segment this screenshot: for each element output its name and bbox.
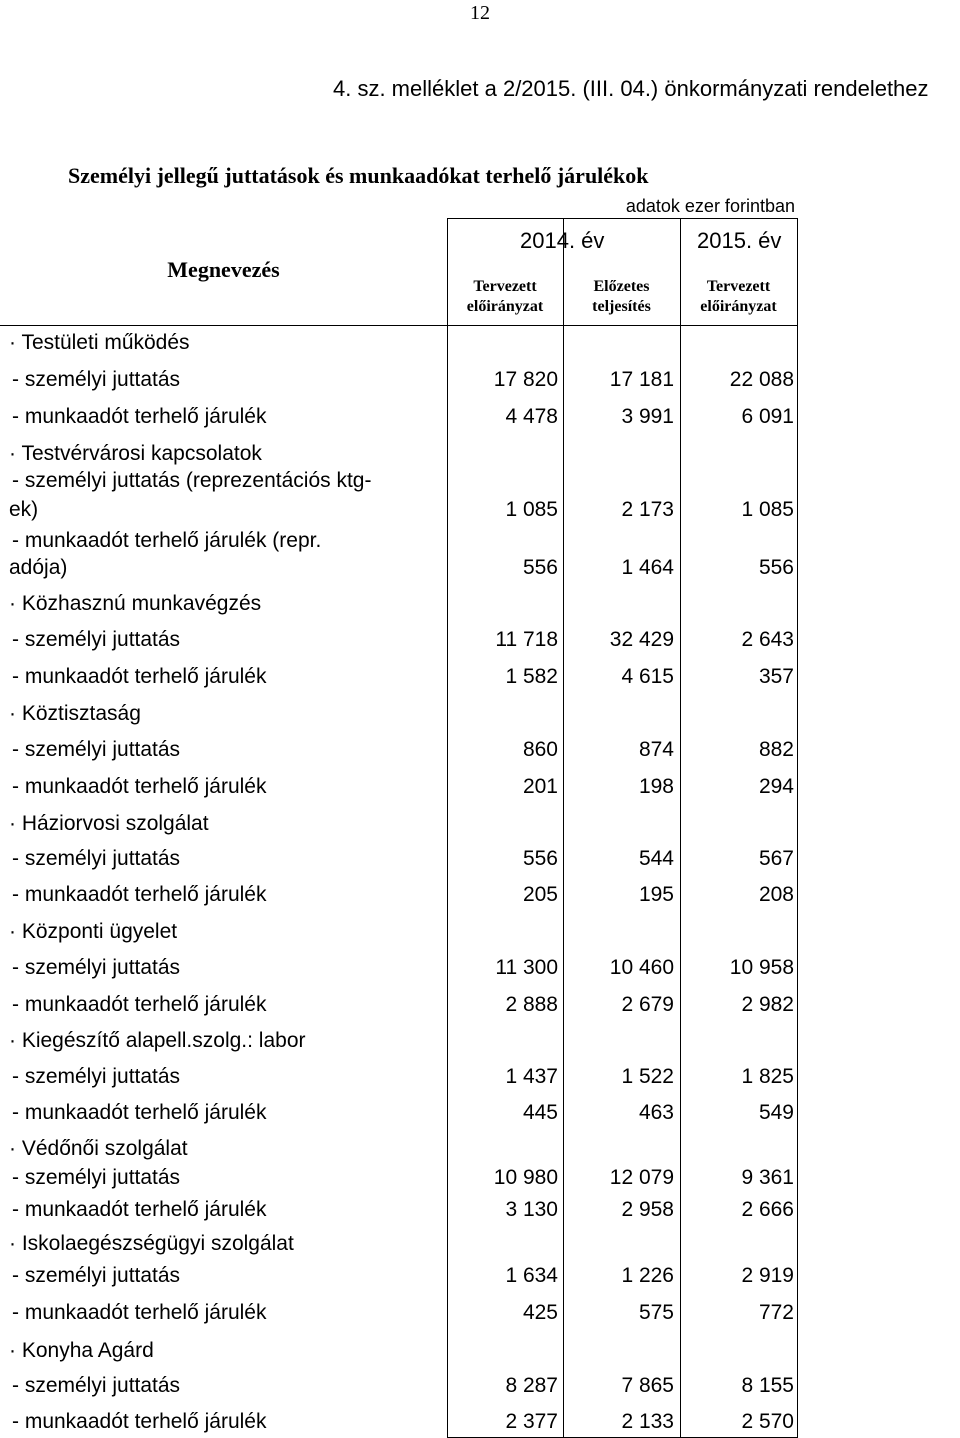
row-label: - munkaadót terhelő járulék — [12, 1301, 267, 1324]
table-cell-value: 6 091 — [741, 405, 794, 428]
row-label: - munkaadót terhelő járulék — [12, 1101, 267, 1124]
row-label: - munkaadót terhelő járulék — [12, 775, 267, 798]
table-cell-value: 2 679 — [621, 993, 674, 1016]
row-label: - munkaadót terhelő járulék — [12, 883, 267, 906]
group-title: · Testvérvárosi kapcsolatok — [9, 442, 262, 465]
group-title: · Közhasznú munkavégzés — [9, 592, 262, 615]
table-cell-value: 2 888 — [505, 993, 558, 1016]
row-label: - személyi juttatás — [12, 628, 181, 651]
table-cell-value: 198 — [638, 775, 674, 798]
year-2015-header: 2015. év — [697, 228, 782, 253]
table-cell-value: 2 570 — [741, 1410, 794, 1433]
table-cell-value: 205 — [522, 883, 558, 906]
group-title: · Iskolaegészségügyi szolgálat — [9, 1232, 294, 1255]
row-label: - személyi juttatás — [12, 1374, 181, 1397]
table-cell-value: 1 437 — [505, 1065, 558, 1088]
row-label: - személyi juttatás — [12, 1264, 181, 1287]
row-label: - személyi juttatás (reprezentációs ktg- — [12, 469, 372, 492]
group-title: · Védőnői szolgálat — [9, 1137, 188, 1160]
header-line: teljesítés — [592, 298, 651, 315]
table-cell-value: 2 173 — [621, 498, 674, 521]
row-label: - munkaadót terhelő járulék (repr. — [12, 529, 322, 552]
row-label: - munkaadót terhelő járulék — [12, 405, 267, 428]
row-label: - személyi juttatás — [12, 956, 181, 979]
table-cell-value: 556 — [758, 556, 794, 579]
table-cell-value: 2 958 — [621, 1198, 674, 1221]
group-title: · Kiegészítő alapell.szolg.: labor — [9, 1029, 306, 1052]
table-cell-value: 201 — [522, 775, 558, 798]
group-title: · Köztisztaság — [9, 702, 141, 725]
table-cell-value: 2 643 — [741, 628, 794, 651]
table-cell-value: 567 — [758, 847, 794, 870]
table-cell-value: 17 820 — [493, 368, 558, 391]
table-cell-value: 860 — [522, 738, 558, 761]
year-2014-header: 2014. év — [520, 228, 605, 253]
table-cell-value: 445 — [522, 1101, 558, 1124]
row-label: - munkaadót terhelő járulék — [12, 665, 267, 688]
table-cell-value: 2 919 — [741, 1264, 794, 1287]
group-title: · Háziorvosi szolgálat — [9, 812, 209, 835]
row-label: - munkaadót terhelő járulék — [12, 1198, 267, 1221]
table-cell-value: 1 085 — [741, 498, 794, 521]
table-cell-value: 10 460 — [609, 956, 674, 979]
table-cell-value: 11 718 — [495, 628, 558, 651]
table-cell-value: 9 361 — [741, 1166, 794, 1189]
table-cell-value: 357 — [758, 665, 794, 688]
table-cell-value: 2 377 — [505, 1410, 558, 1433]
group-title: · Testületi működés — [9, 331, 190, 354]
table-cell-value: 463 — [638, 1101, 674, 1124]
table-cell-value: 10 958 — [729, 956, 794, 979]
table-cell-value: 425 — [522, 1301, 558, 1324]
table-cell-value: 195 — [638, 883, 674, 906]
header-line: Tervezett — [473, 278, 537, 295]
table-cell-value: 1 825 — [741, 1065, 794, 1088]
page-number: 12 — [470, 2, 490, 24]
row-label: - munkaadót terhelő járulék — [12, 1410, 267, 1433]
table-cell-value: 8 287 — [505, 1374, 558, 1397]
table-cell-value: 1 226 — [621, 1264, 674, 1287]
table-cell-value: 882 — [758, 738, 794, 761]
row-label: - személyi juttatás — [12, 1065, 181, 1088]
table-cell-value: 575 — [638, 1301, 674, 1324]
table-cell-value: 544 — [638, 847, 674, 870]
group-title: · Központi ügyelet — [9, 920, 178, 943]
table-cell-value: 4 615 — [621, 665, 674, 688]
table-cell-value: 1 085 — [505, 498, 558, 521]
table-cell-value: 772 — [758, 1301, 794, 1324]
unit-note: adatok ezer forintban — [625, 196, 795, 216]
row-label: - személyi juttatás — [12, 738, 181, 761]
table-cell-value: 1 464 — [621, 556, 674, 579]
table-cell-value: 294 — [758, 775, 794, 798]
table-cell-value: 874 — [638, 738, 674, 761]
column-header-name: Megnevezés — [167, 257, 280, 282]
table-cell-value: 4 478 — [505, 405, 558, 428]
header-line: Tervezett — [706, 278, 771, 295]
row-label: - személyi juttatás — [12, 1166, 181, 1189]
header-line: Előzetes — [593, 278, 650, 295]
table-cell-value: 549 — [758, 1101, 794, 1124]
table-cell-value: 8 155 — [741, 1374, 794, 1397]
table-cell-value: 11 300 — [495, 956, 558, 979]
table-cell-value: 2 133 — [621, 1410, 674, 1433]
group-title: · Konyha Agárd — [9, 1339, 154, 1362]
table-cell-value: 1 582 — [505, 665, 558, 688]
row-label: - személyi juttatás — [12, 368, 181, 391]
table-cell-value: 2 666 — [741, 1198, 794, 1221]
table-cell-value: 2 982 — [741, 993, 794, 1016]
table-cell-value: 12 079 — [609, 1166, 674, 1189]
row-label: adója) — [9, 556, 68, 579]
header-line: előirányzat — [700, 298, 777, 315]
row-label: - munkaadót terhelő járulék — [12, 993, 267, 1016]
table-cell-value: 17 181 — [609, 368, 674, 391]
annex-reference: 4. sz. melléklet a 2/2015. (III. 04.) önkormányzati rendelethez — [333, 76, 929, 101]
table-cell-value: 7 865 — [621, 1374, 674, 1397]
table-cell-value: 1 522 — [621, 1065, 674, 1088]
row-label: ek) — [9, 498, 39, 521]
table-cell-value: 556 — [522, 556, 558, 579]
header-line: előirányzat — [466, 298, 544, 315]
table-cell-value: 208 — [758, 883, 794, 906]
table-cell-value: 32 429 — [609, 628, 674, 651]
page-title: Személyi jellegű juttatások és munkaadókat terhelő járulékok — [68, 163, 649, 188]
table-cell-value: 556 — [522, 847, 558, 870]
table-cell-value: 3 991 — [621, 405, 674, 428]
row-label: - személyi juttatás — [12, 847, 181, 870]
table-cell-value: 22 088 — [729, 368, 794, 391]
table-cell-value: 3 130 — [505, 1198, 558, 1221]
table-cell-value: 10 980 — [493, 1166, 558, 1189]
table-cell-value: 1 634 — [505, 1264, 558, 1287]
